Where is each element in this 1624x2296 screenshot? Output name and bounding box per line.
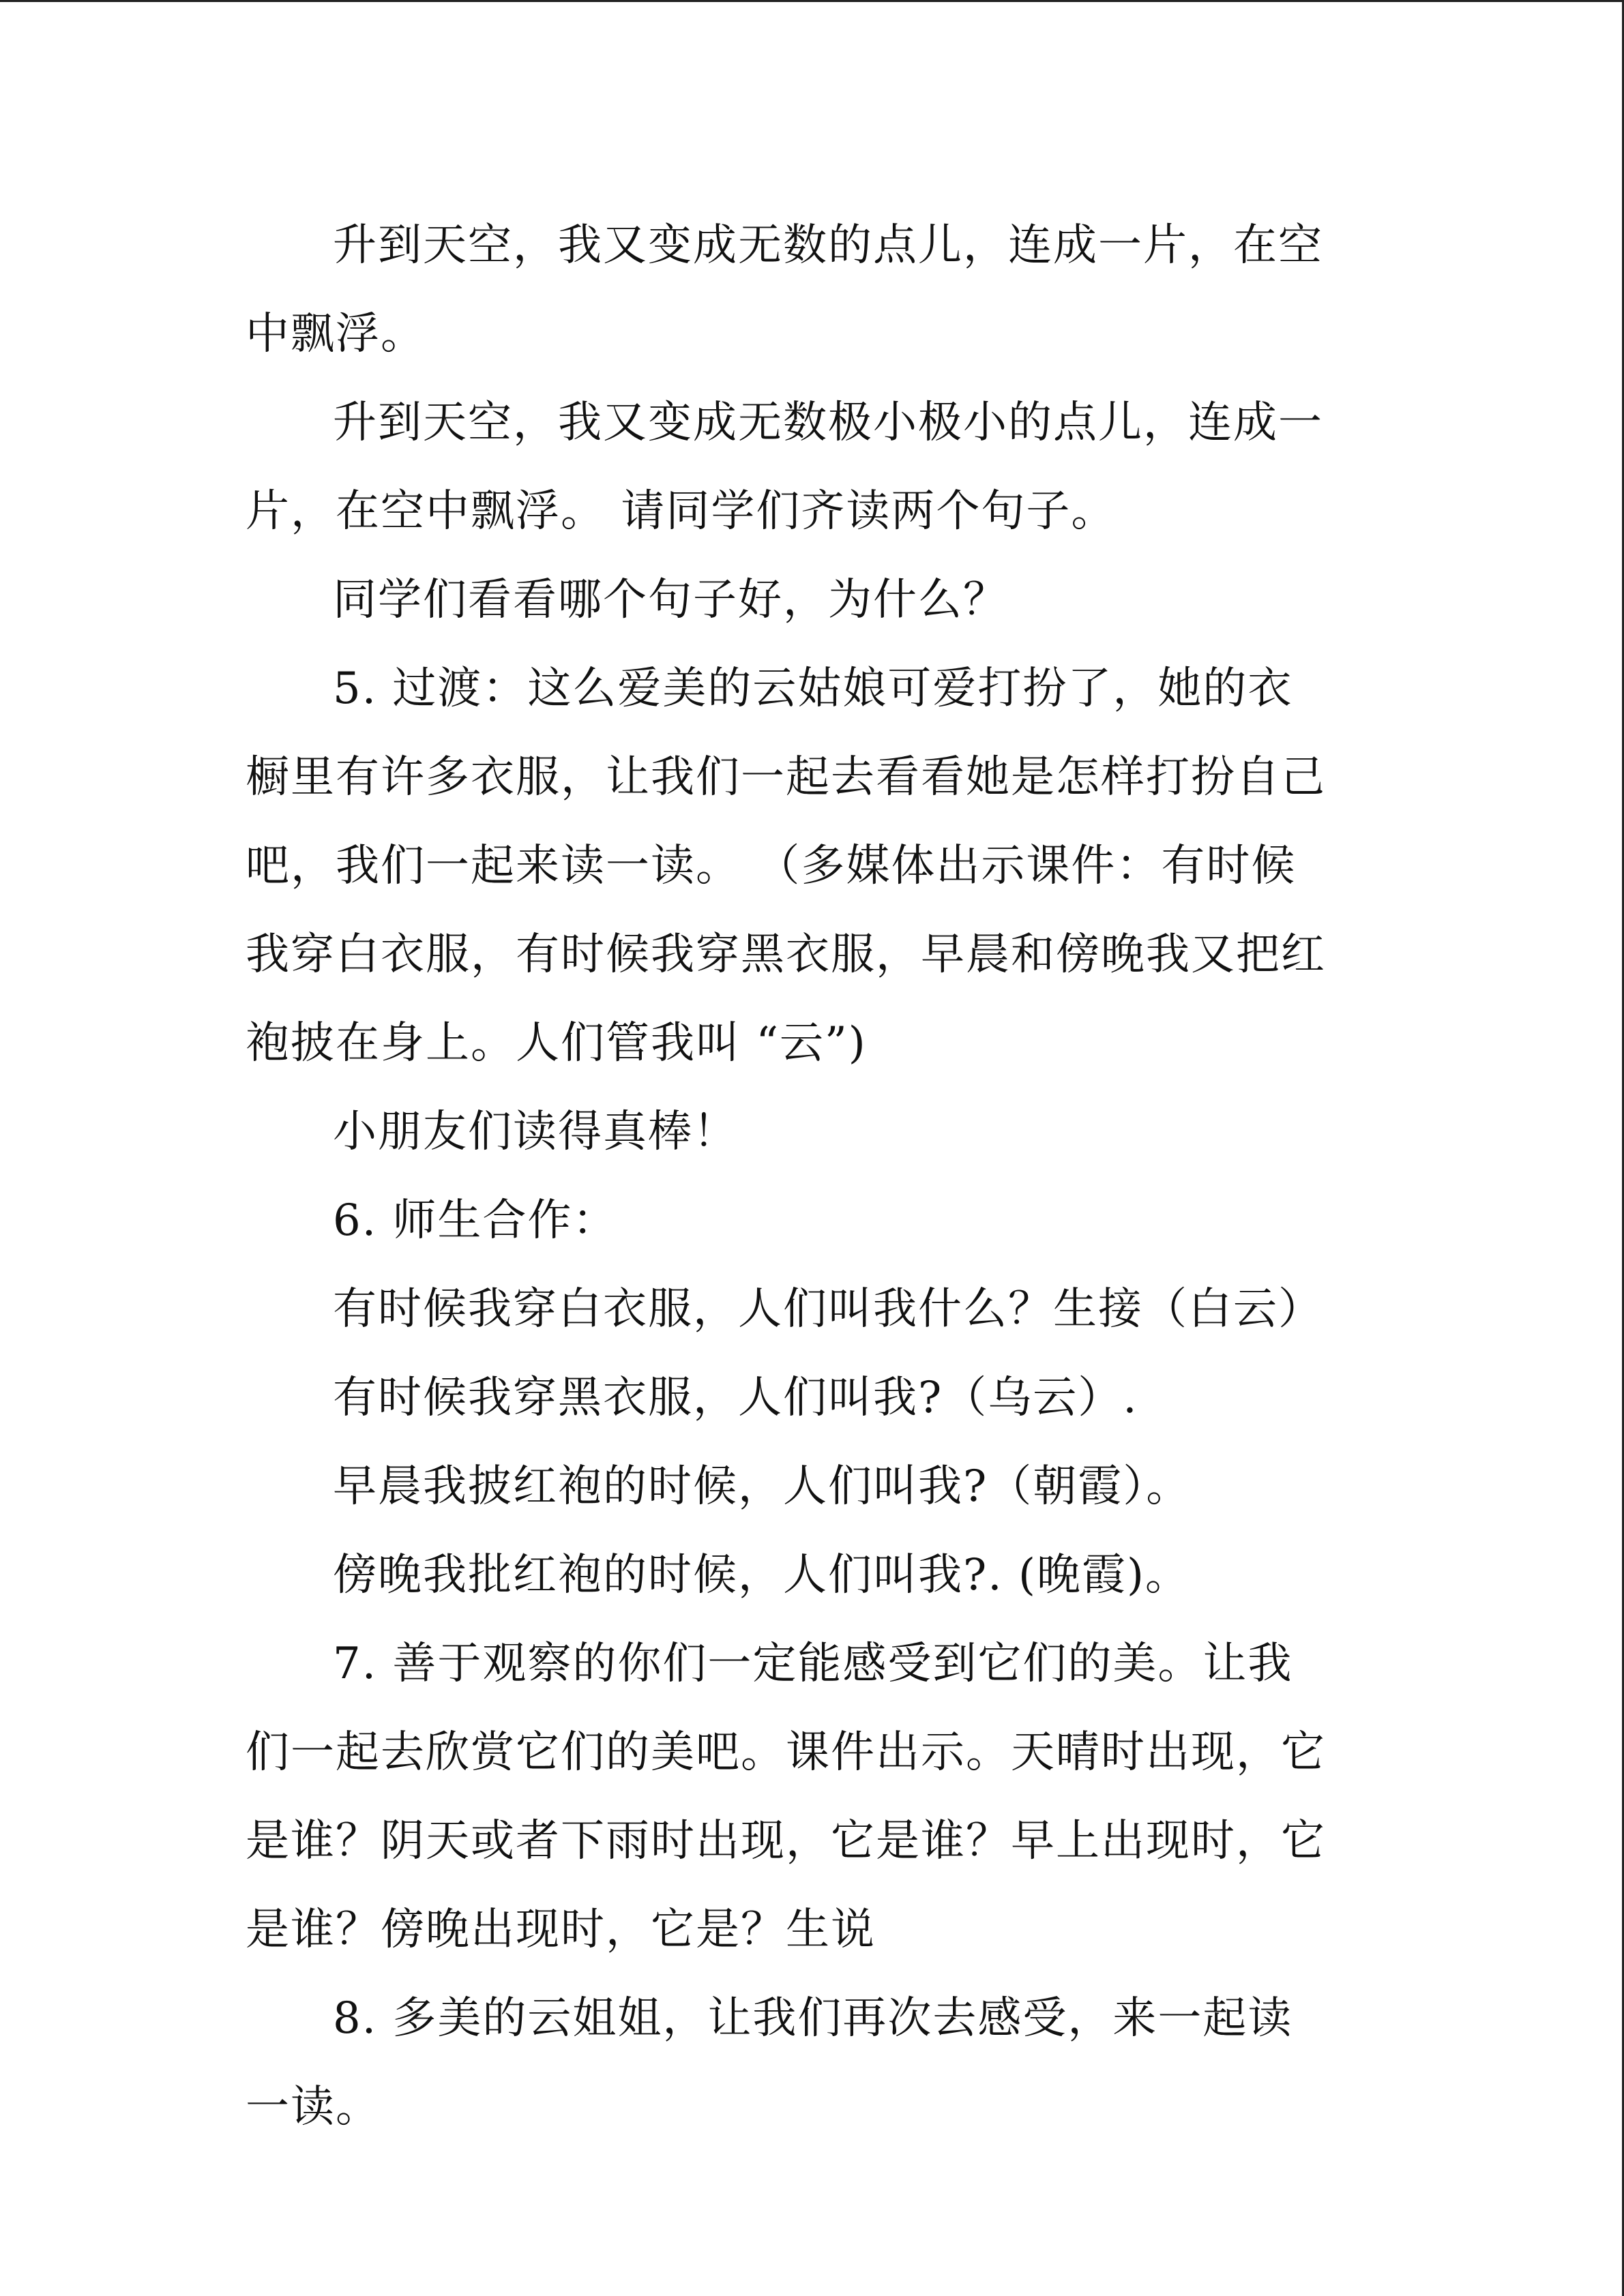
paragraph-8: 有时候我穿黑衣服，人们叫我?（乌云）.	[333, 1373, 1138, 1423]
paragraph-3: 同学们看看哪个句子好，为什么？	[333, 575, 1008, 625]
paragraph-1: 升到天空，我又变成无数的点儿，连成一片，在空中飘浮。	[246, 220, 1323, 359]
paragraph-5: 小朋友们读得真棒！	[333, 1107, 738, 1157]
paragraph-9: 早晨我披红袍的时候，人们叫我?（朝霞）。	[333, 1461, 1192, 1512]
paragraph-12: 8. 多美的云姐姐，让我们再次去感受，来一起读一读。	[246, 1993, 1293, 2132]
paragraph-11: 7. 善于观察的你们一定能感受到它们的美。让我们一起去欣赏它们的美吧。课件出示。天晴时出现，它是谁？阴天或者下雨时出现，它是谁？早上出现时，它是谁？傍晚出现时，它是？生说	[246, 1639, 1326, 1955]
paragraph-2: 升到天空，我又变成无数极小极小的点儿，连成一片，在空中飘浮。 请同学们齐读两个句子。	[246, 398, 1323, 537]
paragraph-10: 傍晚我批红袍的时候，人们叫我?. (晚霞)。	[333, 1550, 1190, 1600]
paragraph-6: 6. 师生合作：	[333, 1195, 618, 1246]
paragraph-7: 有时候我穿白衣服，人们叫我什么？生接（白云）	[333, 1284, 1323, 1335]
paragraph-4: 5. 过渡：这么爱美的云姑娘可爱打扮了，她的衣橱里有许多衣服，让我们一起去看看她是怎样打扮自己吧，我们一起来读一读。 （多媒体出示课件：有时候我穿白衣服，有时候我穿黑衣服，早晨和傍晚我又把红袍披在身上。人们管我叫 “云”)	[246, 664, 1326, 1069]
document-body	[246, 201, 1337, 2151]
